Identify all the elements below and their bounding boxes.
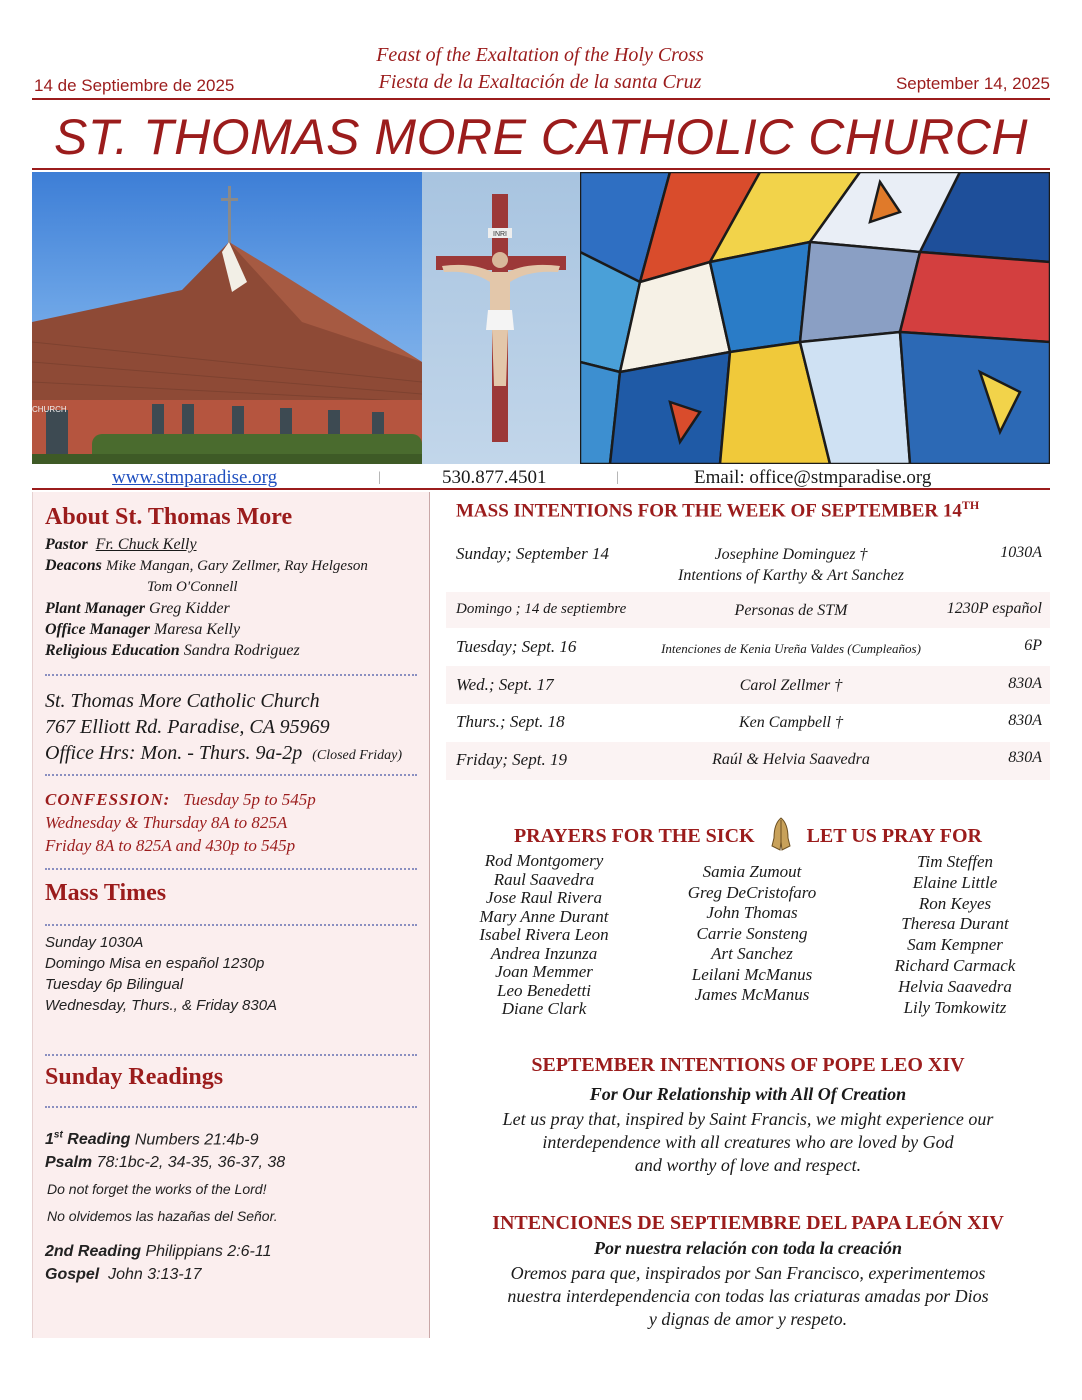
sidebar-info-panel — [32, 492, 430, 1338]
prayer-name: Mary Anne Durant — [479, 906, 609, 926]
intention-day: Wed.; Sept. 17 — [456, 675, 554, 694]
mass-time-item: Wednesday, Thurs., & Friday 830A — [45, 997, 278, 1014]
prayer-name: Raul Saavedra — [493, 869, 595, 889]
dotted-divider — [45, 674, 417, 676]
church-sign-text: CHURCH — [32, 405, 67, 414]
readings-list — [45, 1124, 285, 1286]
dotted-divider — [45, 1106, 417, 1108]
confession-times — [45, 788, 316, 857]
mass-intentions-title-ordinal: TH — [961, 498, 980, 512]
first-reading-ordinal: st — [53, 1130, 63, 1141]
first-reading-number: 1 — [45, 1131, 54, 1149]
prayer-name: Art Sanchez — [711, 944, 793, 963]
prayers-heading-right: LET US PRAY FOR — [806, 825, 983, 847]
pope-intention-text-spanish — [446, 1262, 1050, 1331]
deacons-label: Deacons — [45, 557, 102, 574]
dotted-divider — [45, 774, 417, 776]
office-manager-name: Maresa Kelly — [154, 621, 241, 638]
intention-day: Friday; Sept. 19 — [456, 750, 567, 769]
staff-list — [45, 534, 368, 661]
mass-intention-row — [446, 592, 1050, 628]
intention-name — [626, 544, 956, 586]
feast-title-spanish: Fiesta de la Exaltación de la santa Cruz — [378, 71, 702, 93]
prayer-name: Helvia Saavedra — [898, 976, 1012, 996]
mass-intention-row — [446, 628, 1050, 666]
pope-intention-line: y dignas de amor y respeto. — [648, 1309, 848, 1329]
prayer-name: Andrea Inzunza — [490, 943, 598, 963]
contact-separator: | — [616, 470, 619, 485]
contact-bar — [32, 464, 1050, 490]
prayer-name: Ron Keyes — [918, 893, 992, 913]
prayer-name: Elaine Little — [912, 872, 998, 892]
psalm-response-english: Do not forget the works of the Lord! — [47, 1181, 267, 1198]
prayer-name: Joan Memmer — [495, 962, 593, 981]
prayers-heading-left: PRAYERS FOR THE SICK — [513, 825, 755, 847]
pope-intention-line: Oremos para que, inspirados por San Francisco, experimentemos — [510, 1263, 986, 1283]
prayer-names-column — [670, 862, 834, 1006]
religious-ed-name: Sandra Rodriguez — [183, 642, 300, 659]
church-address — [45, 688, 402, 769]
intention-name: Intenciones de Kenia Ureña Valdes (Cumpleaños) — [661, 641, 921, 656]
dotted-divider — [45, 1054, 417, 1056]
mass-time-item: Domingo Misa en español 1230p — [45, 955, 265, 972]
office-manager-label: Office Manager — [45, 621, 151, 638]
sunday-readings-heading: Sunday Readings — [45, 1064, 224, 1090]
prayer-names-column — [878, 852, 1032, 1018]
pastor-name: Fr. Chuck Kelly — [95, 536, 197, 553]
mass-times-heading: Mass Times — [45, 880, 167, 906]
gospel-label: Gospel — [45, 1266, 100, 1284]
mass-intention-row — [446, 666, 1050, 704]
psalm-response-spanish: No olvidemos las hazañas del Señor. — [47, 1208, 278, 1225]
intention-day: Sunday; September 14 — [456, 544, 609, 563]
confession-line-1: Tuesday 5p to 545p — [183, 790, 316, 809]
intention-name: Personas de STM — [734, 602, 848, 619]
religious-ed-label: Religious Education — [45, 642, 180, 659]
pope-intention-heading-spanish: INTENCIONES DE SEPTIEMBRE DEL PAPA LEÓN XIV — [492, 1212, 1004, 1234]
office-hours: Office Hrs: Mon. - Thurs. 9a-2p — [45, 742, 303, 764]
intention-time: 1030A — [1000, 544, 1042, 561]
intention-day: Thurs.; Sept. 18 — [456, 712, 565, 731]
address-street: 767 Elliott Rd. Paradise, CA 95969 — [45, 716, 330, 738]
prayer-name: Leilani McManus — [691, 964, 813, 984]
psalm-label: Psalm — [45, 1154, 93, 1172]
date-spanish: 14 de Septiembre de 2025 — [34, 76, 235, 95]
plant-manager-label: Plant Manager — [45, 600, 146, 617]
intention-day: Domingo ; 14 de septiembre — [456, 601, 627, 617]
praying-hands-icon — [766, 816, 796, 852]
mass-intentions-title-text: MASS INTENTIONS FOR THE WEEK OF SEPTEMBER 14 — [456, 500, 962, 522]
prayer-name: Isabel Rivera Leon — [479, 925, 609, 944]
psalm-reading: 78:1bc-2, 34-35, 36-37, 38 — [96, 1154, 286, 1172]
prayer-name: Diane Clark — [501, 999, 587, 1018]
prayer-name: Theresa Durant — [901, 914, 1009, 934]
mass-intentions-title — [456, 498, 979, 522]
email-address: Email: office@stmparadise.org — [694, 467, 932, 488]
intention-name: Carol Zellmer † — [739, 677, 843, 694]
prayer-names-column — [466, 852, 622, 1019]
intention-day: Tuesday; Sept. 16 — [456, 637, 577, 656]
cross-inscription: INRI — [493, 231, 507, 238]
pope-intention-line: Let us pray that, inspired by Saint Francis, we might experience our — [502, 1109, 994, 1129]
prayer-name: Rod Montgomery — [484, 851, 604, 870]
pope-intention-heading: SEPTEMBER INTENTIONS OF POPE LEO XIV — [531, 1054, 965, 1076]
pastor-label: Pastor — [45, 536, 88, 553]
feast-title — [300, 42, 780, 96]
prayer-name: Lily Tomkowitz — [903, 997, 1007, 1017]
gospel-reading: John 3:13-17 — [108, 1266, 202, 1284]
intention-time: 6P — [1024, 637, 1042, 654]
second-reading: Philippians 2:6-11 — [145, 1243, 272, 1261]
address-name: St. Thomas More Catholic Church — [45, 690, 320, 712]
crucifix-photo — [422, 172, 580, 464]
prayers-heading — [446, 816, 1050, 852]
prayer-name: Sam Kempner — [907, 935, 1003, 955]
stained-glass-photo — [580, 172, 1050, 464]
first-reading-label: Reading — [67, 1131, 131, 1149]
contact-separator: | — [378, 470, 381, 485]
date-english: September 14, 2025 — [895, 74, 1050, 93]
mass-times-list — [45, 932, 277, 1016]
deacons-names-cont: Tom O'Connell — [147, 579, 238, 595]
deacons-names: Mike Mangan, Gary Zellmer, Ray Helgeson — [105, 558, 368, 574]
intention-time: 830A — [1008, 712, 1042, 729]
intention-name-line: Josephine Dominguez † — [714, 546, 868, 563]
mass-intention-row — [446, 540, 1050, 592]
second-reading-label: 2nd Reading — [45, 1243, 142, 1261]
mass-time-item: Tuesday 6p Bilingual — [45, 976, 184, 993]
header-rule — [32, 98, 1050, 100]
mass-time-item: Sunday 1030A — [45, 934, 144, 951]
prayer-name: Samia Zumout — [702, 862, 802, 881]
photo-banner — [32, 172, 1050, 464]
prayer-name: John Thomas — [706, 903, 798, 922]
intention-name: Ken Campbell † — [739, 714, 843, 731]
pope-intention-subheading: For Our Relationship with All Of Creation — [589, 1084, 907, 1104]
confession-line-2: Wednesday & Thursday 8A to 825A — [45, 813, 288, 832]
office-closed-note: (Closed Friday) — [312, 748, 403, 763]
first-reading: Numbers 21:4b-9 — [134, 1131, 259, 1149]
about-heading: About St. Thomas More — [45, 504, 293, 530]
intention-name-line: Intentions of Karthy & Art Sanchez — [678, 567, 904, 584]
prayer-name: Leo Benedetti — [497, 980, 591, 1000]
church-building-photo — [32, 172, 422, 464]
mass-intention-row — [446, 704, 1050, 742]
prayer-name: Richard Carmack — [894, 955, 1016, 975]
intention-time: 830A — [1008, 675, 1042, 692]
phone-number: 530.877.4501 — [442, 467, 547, 488]
prayer-name: James McManus — [694, 985, 810, 1004]
dotted-divider — [45, 868, 417, 870]
prayer-name: Carrie Sonsteng — [696, 923, 808, 943]
pope-intention-line: and worthy of love and respect. — [634, 1155, 862, 1175]
dotted-divider — [45, 924, 417, 926]
feast-title-english: Feast of the Exaltation of the Holy Cross — [376, 44, 704, 66]
pope-intention-line: nuestra interdependencia con todas las criaturas amadas por Dios — [507, 1286, 989, 1306]
pope-intention-text — [446, 1108, 1050, 1177]
website-link[interactable]: www.stmparadise.org — [112, 467, 278, 488]
church-title: ST. THOMAS MORE CATHOLIC CHURCH — [54, 109, 1028, 165]
intention-name: Raúl & Helvia Saavedra — [712, 751, 870, 768]
intention-time: 830A — [1008, 749, 1042, 766]
plant-manager-name: Greg Kidder — [149, 600, 230, 617]
pope-intention-subheading-spanish: Por nuestra relación con toda la creación — [593, 1238, 902, 1258]
confession-line-3: Friday 8A to 825A and 430p to 545p — [45, 836, 296, 855]
prayer-name: Jose Raul Rivera — [485, 888, 603, 907]
confession-label: CONFESSION: — [45, 790, 171, 809]
title-rule — [32, 168, 1050, 170]
mass-intention-row — [446, 742, 1050, 780]
prayer-name: Tim Steffen — [916, 852, 994, 871]
prayer-name: Greg DeCristofaro — [687, 882, 817, 902]
pope-intention-line: interdependence with all creatures who are loved by God — [542, 1132, 954, 1152]
intention-time: 1230P español — [946, 600, 1042, 617]
